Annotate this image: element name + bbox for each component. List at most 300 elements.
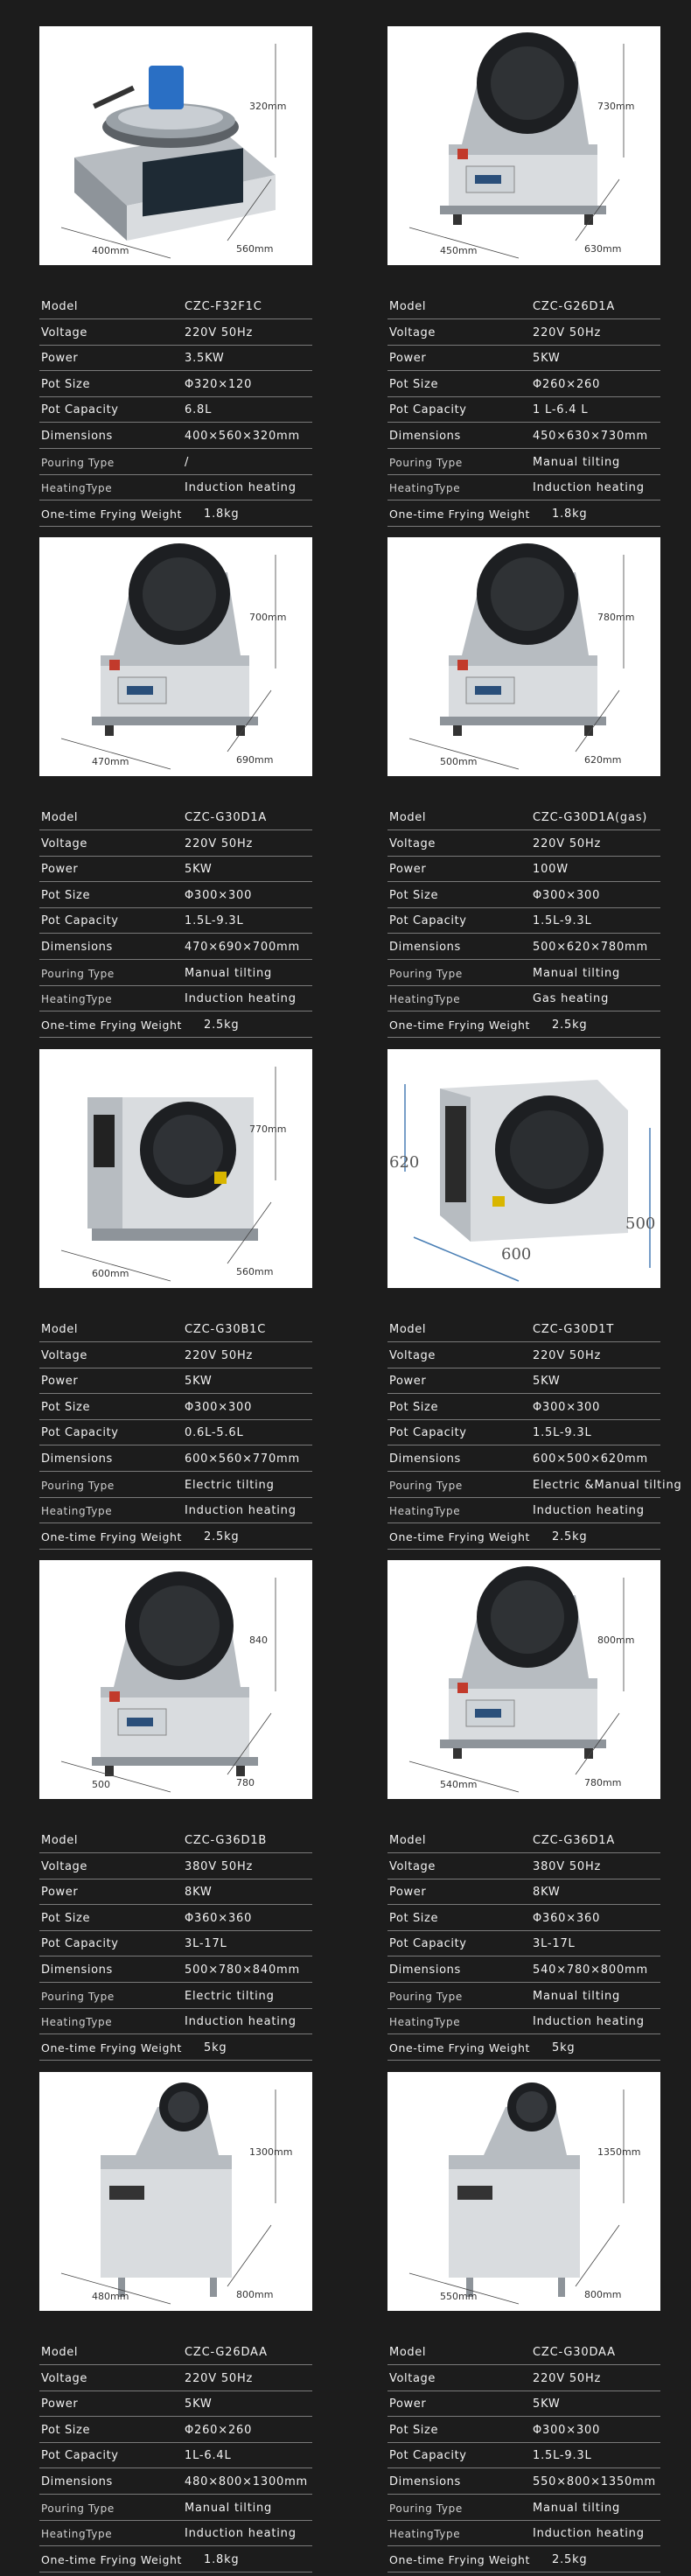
- spec-row-power: [39, 858, 312, 882]
- spec-row-dimensions: [39, 935, 312, 960]
- spec-row-model: [39, 295, 312, 319]
- spec-value: 600×500×620mm: [533, 1452, 648, 1466]
- spec-row-pot-capacity: [387, 2444, 660, 2468]
- spec-value: Φ320×120: [185, 377, 253, 391]
- spec-value: 5KW: [185, 1375, 213, 1389]
- spec-row-dimensions: [387, 424, 660, 449]
- spec-label: Power: [41, 1375, 79, 1389]
- spec-value: CZC-G26D1A: [533, 300, 616, 313]
- spec-value: CZC-G30D1A(gas): [533, 811, 648, 824]
- spec-value: 2.5kg: [204, 1018, 240, 1032]
- spec-row-pot-size: [39, 1907, 312, 1931]
- dimension-depth-label: 560mm: [236, 1266, 274, 1278]
- spec-value: 480×800×1300mm: [185, 2474, 309, 2488]
- spec-label: One-time Frying Weight: [41, 2552, 183, 2566]
- dimension-depth-label: 780mm: [584, 1777, 622, 1788]
- spec-value: /: [185, 455, 190, 469]
- spec-value: 1.5L-9.3L: [533, 2449, 592, 2463]
- spec-value: Manual tilting: [185, 966, 273, 980]
- spec-value: 6.8L: [185, 403, 213, 417]
- spec-value: 470×690×700mm: [185, 940, 300, 954]
- spec-row-frying-weight: [387, 2036, 660, 2061]
- spec-label: Pot Capacity: [41, 1937, 119, 1951]
- spec-value: 1L-6.4L: [185, 2449, 232, 2463]
- spec-value: 2.5kg: [204, 1530, 240, 1544]
- spec-row-frying-weight: [39, 1013, 312, 1038]
- product-image: [387, 26, 660, 265]
- spec-row-model: [387, 1318, 660, 1342]
- machine-illustration: [39, 1049, 312, 1288]
- spec-row-heating-type: [39, 987, 312, 1012]
- spec-label: Pot Capacity: [389, 2449, 467, 2463]
- spec-value: Φ300×300: [185, 888, 253, 902]
- spec-value: 220V 50Hz: [533, 836, 602, 850]
- spec-row-voltage: [39, 2367, 312, 2391]
- spec-label: Pot Capacity: [389, 403, 467, 417]
- spec-value: 220V 50Hz: [185, 2371, 254, 2385]
- spec-label: One-time Frying Weight: [389, 1530, 531, 1544]
- spec-table: [387, 295, 660, 528]
- spec-label: Pot Capacity: [41, 914, 119, 928]
- spec-value: CZC-G30B1C: [185, 1323, 267, 1336]
- spec-value: 1.8kg: [204, 2552, 240, 2566]
- product-image: [39, 1560, 312, 1799]
- machine-illustration: [387, 2072, 660, 2311]
- spec-label: Voltage: [389, 2371, 436, 2385]
- spec-label: Model: [389, 1323, 427, 1336]
- spec-label: Voltage: [389, 326, 436, 340]
- spec-table: [39, 2341, 312, 2573]
- spec-row-heating-type: [387, 476, 660, 500]
- spec-value: 550×800×1350mm: [533, 2474, 657, 2488]
- spec-row-pouring-type: [387, 1984, 660, 2009]
- dimension-width-label: 500: [92, 1779, 110, 1790]
- spec-row-dimensions: [387, 1958, 660, 1983]
- spec-row-pot-size: [39, 1396, 312, 1420]
- spec-value: 220V 50Hz: [185, 836, 254, 850]
- spec-row-voltage: [39, 321, 312, 346]
- spec-row-heating-type: [39, 476, 312, 500]
- spec-label: Power: [41, 352, 79, 366]
- spec-value: 450×630×730mm: [533, 429, 648, 443]
- spec-row-voltage: [387, 1855, 660, 1880]
- dimension-depth-label: 780: [236, 1777, 255, 1788]
- spec-row-model: [387, 806, 660, 830]
- spec-row-dimensions: [39, 424, 312, 449]
- spec-label: HeatingType: [41, 482, 113, 495]
- spec-row-pot-size: [387, 2418, 660, 2443]
- spec-label: Power: [389, 1886, 427, 1900]
- spec-label: Power: [41, 1886, 79, 1900]
- machine-illustration: [39, 26, 312, 265]
- spec-value: 3L-17L: [185, 1937, 227, 1951]
- spec-value: 2.5kg: [552, 1530, 588, 1544]
- spec-label: Pot Capacity: [389, 914, 467, 928]
- spec-row-pouring-type: [387, 2496, 660, 2521]
- spec-value: Manual tilting: [533, 966, 621, 980]
- product-image: [387, 1049, 660, 1288]
- spec-label: Pot Capacity: [41, 1426, 119, 1440]
- spec-value: 5kg: [204, 2040, 227, 2054]
- spec-label: Pot Capacity: [41, 2449, 119, 2463]
- spec-label: HeatingType: [41, 993, 113, 1006]
- spec-label: Pot Size: [41, 2423, 91, 2437]
- machine-illustration: [387, 26, 660, 265]
- spec-row-pot-size: [387, 1396, 660, 1420]
- spec-label: Power: [389, 352, 427, 366]
- spec-row-power: [39, 1880, 312, 1905]
- spec-label: Dimensions: [389, 1452, 461, 1466]
- spec-row-pot-size: [387, 1907, 660, 1931]
- spec-row-voltage: [387, 832, 660, 857]
- spec-value: 8KW: [533, 1886, 561, 1900]
- spec-label: HeatingType: [389, 2016, 461, 2029]
- spec-row-power: [387, 858, 660, 882]
- spec-value: CZC-G30D1T: [533, 1323, 615, 1336]
- spec-value: 500×620×780mm: [533, 940, 648, 954]
- spec-row-pouring-type: [39, 1984, 312, 2009]
- dimension-height-label: 320mm: [249, 101, 287, 112]
- spec-value: 3L-17L: [533, 1937, 576, 1951]
- spec-value: Φ300×300: [533, 1400, 601, 1414]
- spec-label: Power: [41, 863, 79, 877]
- spec-label: Pouring Type: [389, 1479, 463, 1492]
- spec-row-heating-type: [39, 2522, 312, 2546]
- spec-value: Φ260×260: [533, 377, 601, 391]
- spec-label: Voltage: [389, 1348, 436, 1362]
- product-image: [387, 1560, 660, 1799]
- spec-row-pot-capacity: [387, 1421, 660, 1446]
- spec-label: Power: [389, 2398, 427, 2412]
- spec-row-model: [387, 2341, 660, 2365]
- spec-value: Manual tilting: [533, 2501, 621, 2515]
- spec-row-dimensions: [39, 1447, 312, 1472]
- machine-illustration: [387, 1560, 660, 1799]
- spec-label: Pot Capacity: [41, 403, 119, 417]
- spec-label: Pot Size: [389, 888, 439, 902]
- spec-label: Power: [389, 1375, 427, 1389]
- spec-row-pouring-type: [39, 1474, 312, 1498]
- spec-label: Pot Size: [41, 1400, 91, 1414]
- spec-row-model: [39, 806, 312, 830]
- spec-row-voltage: [387, 1344, 660, 1368]
- spec-label: Voltage: [389, 1859, 436, 1873]
- spec-row-pot-size: [39, 373, 312, 397]
- dimension-height-label: 780mm: [597, 612, 635, 623]
- spec-value: CZC-G30DAA: [533, 2346, 616, 2359]
- spec-value: Φ300×300: [533, 888, 601, 902]
- spec-label: HeatingType: [389, 1505, 461, 1518]
- spec-label: Dimensions: [389, 1963, 461, 1977]
- spec-value: 100W: [533, 863, 569, 877]
- spec-row-heating-type: [387, 2522, 660, 2546]
- spec-row-heating-type: [39, 2010, 312, 2034]
- spec-row-power: [387, 2392, 660, 2417]
- spec-value: 380V 50Hz: [533, 1859, 602, 1873]
- spec-label: One-time Frying Weight: [41, 1530, 183, 1544]
- dimension-width-label: 600mm: [92, 1268, 129, 1279]
- spec-value: Induction heating: [185, 481, 297, 495]
- spec-value: 5KW: [185, 863, 213, 877]
- spec-label: One-time Frying Weight: [389, 1018, 531, 1032]
- spec-row-heating-type: [387, 2010, 660, 2034]
- spec-value: Φ360×360: [185, 1911, 253, 1925]
- spec-label: Pouring Type: [389, 2502, 463, 2515]
- spec-label: Voltage: [41, 326, 87, 340]
- spec-row-frying-weight: [387, 502, 660, 527]
- spec-value: 1 L-6.4 L: [533, 403, 589, 417]
- spec-row-pot-size: [39, 2418, 312, 2443]
- spec-label: Power: [41, 2398, 79, 2412]
- spec-value: Φ300×300: [533, 2423, 601, 2437]
- dimension-depth-label: 690mm: [236, 754, 274, 766]
- dimension-width-label: 480mm: [92, 2291, 129, 2302]
- spec-value: CZC-G36D1A: [533, 1834, 616, 1847]
- spec-value: 220V 50Hz: [533, 326, 602, 340]
- spec-label: Model: [389, 1834, 427, 1847]
- spec-value: Gas heating: [533, 992, 610, 1006]
- spec-label: HeatingType: [41, 1505, 113, 1518]
- spec-label: Model: [41, 1323, 79, 1336]
- spec-label: Pot Size: [389, 1911, 439, 1925]
- spec-row-model: [387, 1829, 660, 1853]
- dimension-depth-label: 560mm: [236, 243, 274, 255]
- spec-row-frying-weight: [387, 1525, 660, 1550]
- dimension-height-label: 800mm: [597, 1634, 635, 1646]
- spec-label: Pouring Type: [389, 1990, 463, 2003]
- spec-value: 2.5kg: [552, 2552, 588, 2566]
- spec-row-pouring-type: [387, 962, 660, 986]
- spec-value: CZC-G30D1A: [185, 811, 268, 824]
- spec-label: Voltage: [41, 1348, 87, 1362]
- spec-row-power: [39, 1369, 312, 1394]
- spec-value: 1.8kg: [552, 507, 588, 521]
- spec-value: 1.5L-9.3L: [185, 914, 244, 928]
- spec-row-pouring-type: [39, 2496, 312, 2521]
- spec-value: Manual tilting: [185, 2501, 273, 2515]
- spec-value: Induction heating: [185, 992, 297, 1006]
- spec-row-model: [387, 295, 660, 319]
- spec-label: Pouring Type: [41, 456, 115, 469]
- spec-row-pot-size: [39, 884, 312, 908]
- spec-row-power: [39, 346, 312, 371]
- spec-value: 0.6L-5.6L: [185, 1426, 244, 1440]
- spec-value: Induction heating: [185, 1504, 297, 1518]
- spec-value: CZC-F32F1C: [185, 300, 262, 313]
- spec-label: HeatingType: [41, 2016, 113, 2029]
- dimension-width-label: 400mm: [92, 245, 129, 256]
- spec-value: Induction heating: [185, 2015, 297, 2029]
- spec-table: [39, 806, 312, 1039]
- spec-row-pot-capacity: [39, 1932, 312, 1956]
- spec-label: HeatingType: [41, 2528, 113, 2541]
- spec-row-frying-weight: [387, 1013, 660, 1038]
- spec-value: Electric tilting: [185, 1989, 275, 2003]
- spec-label: Pouring Type: [389, 456, 463, 469]
- spec-value: 220V 50Hz: [533, 2371, 602, 2385]
- spec-row-model: [39, 1318, 312, 1342]
- spec-label: Model: [41, 2346, 79, 2359]
- spec-value: Electric &Manual tilting: [533, 1478, 682, 1492]
- spec-row-voltage: [39, 1855, 312, 1880]
- dimension-depth-label: 800mm: [584, 2289, 622, 2300]
- spec-label: Model: [389, 2346, 427, 2359]
- spec-label: Voltage: [41, 2371, 87, 2385]
- spec-row-power: [387, 346, 660, 371]
- spec-value: 220V 50Hz: [533, 1348, 602, 1362]
- spec-label: Model: [41, 300, 79, 313]
- spec-value: 400×560×320mm: [185, 429, 300, 443]
- spec-row-model: [39, 1829, 312, 1853]
- spec-label: Dimensions: [389, 940, 461, 954]
- spec-value: 8KW: [185, 1886, 213, 1900]
- spec-row-dimensions: [39, 2470, 312, 2495]
- spec-value: Induction heating: [185, 2527, 297, 2541]
- dimension-width-label: 550mm: [440, 2291, 478, 2302]
- spec-row-pouring-type: [387, 1474, 682, 1498]
- spec-row-voltage: [387, 2367, 660, 2391]
- product-image: [39, 537, 312, 776]
- spec-label: Pot Capacity: [389, 1426, 467, 1440]
- spec-value: CZC-G26DAA: [185, 2346, 268, 2359]
- dimension-height-label: 1350mm: [597, 2146, 641, 2158]
- machine-illustration: [39, 537, 312, 776]
- dimension-width-label: 450mm: [440, 245, 478, 256]
- spec-row-heating-type: [39, 1499, 312, 1523]
- spec-label: Model: [389, 300, 427, 313]
- product-image: [39, 1049, 312, 1288]
- machine-illustration: [39, 1560, 312, 1799]
- spec-label: Pouring Type: [41, 1479, 115, 1492]
- spec-label: Pot Size: [41, 1911, 91, 1925]
- spec-row-pot-size: [387, 373, 660, 397]
- spec-table: [39, 1318, 312, 1550]
- spec-row-pot-capacity: [39, 2444, 312, 2468]
- spec-value: 540×780×800mm: [533, 1963, 648, 1977]
- product-image: [39, 26, 312, 265]
- spec-row-pot-capacity: [39, 909, 312, 934]
- spec-row-dimensions: [387, 1447, 660, 1472]
- spec-table: [387, 806, 660, 1039]
- spec-label: Dimensions: [389, 2474, 461, 2488]
- spec-row-pot-capacity: [387, 1932, 660, 1956]
- spec-row-power: [387, 1880, 660, 1905]
- product-image: [387, 537, 660, 776]
- spec-label: Model: [41, 1834, 79, 1847]
- spec-label: Dimensions: [41, 1452, 113, 1466]
- spec-value: Electric tilting: [185, 1478, 275, 1492]
- spec-label: Pouring Type: [41, 967, 115, 980]
- spec-row-pot-capacity: [39, 398, 312, 423]
- spec-row-frying-weight: [39, 2036, 312, 2061]
- spec-row-frying-weight: [39, 1525, 312, 1550]
- spec-row-voltage: [387, 321, 660, 346]
- spec-row-voltage: [39, 832, 312, 857]
- dimension-width-label: 500mm: [440, 756, 478, 767]
- dimension-height-label: 1300mm: [249, 2146, 293, 2158]
- spec-label: One-time Frying Weight: [41, 507, 183, 521]
- spec-value: 5KW: [533, 2398, 561, 2412]
- spec-value: Induction heating: [533, 2527, 645, 2541]
- spec-value: 1.5L-9.3L: [533, 914, 592, 928]
- spec-label: One-time Frying Weight: [389, 507, 531, 521]
- spec-label: Pot Size: [389, 2423, 439, 2437]
- spec-label: Pouring Type: [41, 2502, 115, 2515]
- spec-value: 5KW: [533, 352, 561, 366]
- dimension-height-label: 730mm: [597, 101, 635, 112]
- spec-row-dimensions: [39, 1958, 312, 1983]
- spec-row-pot-capacity: [387, 398, 660, 423]
- dimension-width-label: 470mm: [92, 756, 129, 767]
- spec-label: Pouring Type: [41, 1990, 115, 2003]
- spec-value: Manual tilting: [533, 1989, 621, 2003]
- spec-label: HeatingType: [389, 993, 461, 1006]
- spec-value: 2.5kg: [552, 1018, 588, 1032]
- spec-label: One-time Frying Weight: [41, 1018, 183, 1032]
- spec-label: Model: [41, 811, 79, 824]
- spec-label: Pouring Type: [389, 967, 463, 980]
- spec-row-pot-size: [387, 884, 660, 908]
- spec-table: [387, 1829, 660, 2062]
- spec-table: [39, 1829, 312, 2062]
- dimension-width-label: 600: [501, 1245, 532, 1264]
- spec-value: Φ300×300: [185, 1400, 253, 1414]
- spec-value: 380V 50Hz: [185, 1859, 254, 1873]
- spec-value: CZC-G36D1B: [185, 1834, 268, 1847]
- spec-label: Pot Size: [389, 377, 439, 391]
- spec-label: Model: [389, 811, 427, 824]
- spec-row-model: [39, 2341, 312, 2365]
- spec-table: [387, 1318, 682, 1550]
- spec-label: Dimensions: [389, 429, 461, 443]
- spec-value: 220V 50Hz: [185, 326, 254, 340]
- dimension-depth-label: 500: [625, 1214, 656, 1233]
- spec-table: [387, 2341, 660, 2573]
- spec-row-power: [39, 2392, 312, 2417]
- spec-label: One-time Frying Weight: [389, 2040, 531, 2054]
- spec-value: 5KW: [185, 2398, 213, 2412]
- spec-label: One-time Frying Weight: [41, 2040, 183, 2054]
- spec-value: Φ260×260: [185, 2423, 253, 2437]
- spec-row-dimensions: [387, 935, 660, 960]
- spec-row-heating-type: [387, 987, 660, 1012]
- spec-row-voltage: [39, 1344, 312, 1368]
- spec-row-pouring-type: [39, 451, 312, 475]
- spec-value: 3.5KW: [185, 352, 225, 366]
- spec-value: 600×560×770mm: [185, 1452, 300, 1466]
- spec-label: Voltage: [389, 836, 436, 850]
- dimension-height-label: 700mm: [249, 612, 287, 623]
- machine-illustration: [387, 1049, 660, 1288]
- dimension-height-label: 840: [249, 1634, 268, 1646]
- dimension-depth-label: 620mm: [584, 754, 622, 766]
- spec-label: Pot Size: [389, 1400, 439, 1414]
- product-image: [39, 2072, 312, 2311]
- dimension-height-label: 620: [389, 1153, 420, 1172]
- spec-value: Induction heating: [533, 481, 645, 495]
- spec-table: [39, 295, 312, 528]
- spec-label: Power: [389, 863, 427, 877]
- product-image: [387, 2072, 660, 2311]
- machine-illustration: [39, 2072, 312, 2311]
- dimension-depth-label: 630mm: [584, 243, 622, 255]
- spec-value: Induction heating: [533, 1504, 645, 1518]
- spec-label: Dimensions: [41, 2474, 113, 2488]
- spec-row-frying-weight: [39, 502, 312, 527]
- spec-row-power: [387, 1369, 660, 1394]
- spec-row-heating-type: [387, 1499, 660, 1523]
- spec-label: One-time Frying Weight: [389, 2552, 531, 2566]
